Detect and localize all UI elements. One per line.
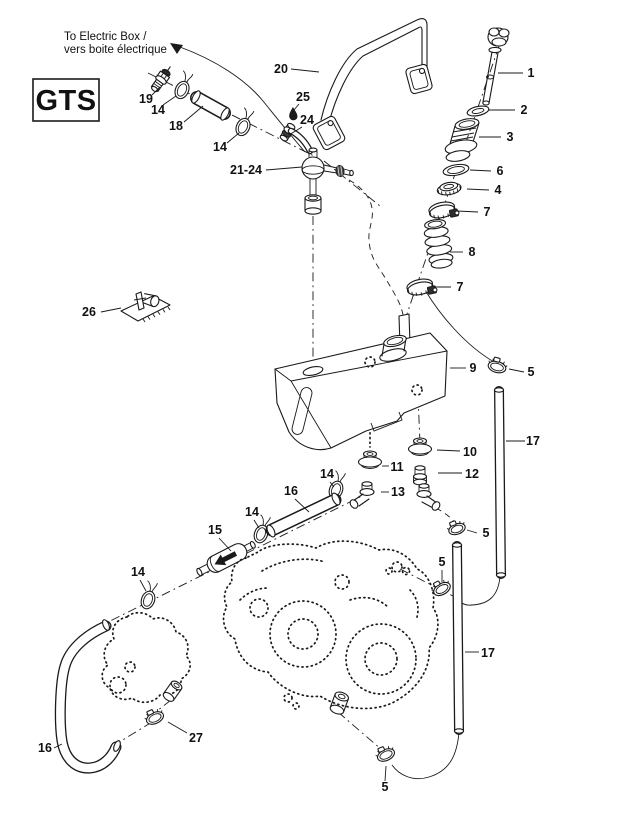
callout-15: 15 [208,523,222,537]
grommet-11 [359,451,382,469]
grommet-10 [409,438,432,456]
callout-2: 2 [520,103,528,117]
hose-16a [265,492,341,538]
callout-19: 19 [139,92,153,106]
dipstick-1 [483,28,509,105]
hose-17a [494,388,505,577]
callout-17a: 17 [526,434,540,448]
callout-13: 13 [391,485,405,499]
lubricant-drop-25 [289,107,297,120]
callout-8: 8 [468,245,476,259]
electric-box-note [64,31,167,56]
hose-17b [452,543,463,733]
callout-14a: 14 [151,103,165,117]
ear-clamp-27 [143,706,166,727]
filler-neck-3 [444,117,480,163]
callout-16b: 16 [38,741,52,755]
hose-clamp-7a [428,199,460,221]
callout-18: 18 [169,119,183,133]
callout-21-24: 21-24 [230,163,262,177]
callout-5d: 5 [482,526,490,540]
callout-12: 12 [465,467,479,481]
hose-18 [190,90,231,122]
callout-1: 1 [527,66,535,80]
callout-16a: 16 [284,484,298,498]
bellows-8 [422,218,454,270]
callout-24: 24 [300,113,314,127]
callout-27: 27 [189,731,203,745]
callout-6: 6 [496,164,504,178]
engine-nipple [329,690,350,715]
callout-25: 25 [296,90,310,104]
pump-nipple [162,679,184,703]
retainer-clip-26 [121,292,170,322]
callout-14c: 14 [320,467,334,481]
hose-clamp-7b [406,276,438,298]
sensor-part-19 [149,63,175,94]
oil-tank-9 [275,314,447,450]
callout-20: 20 [274,62,288,76]
callout-11: 11 [390,460,404,474]
callout-14b: 14 [213,140,227,154]
ear-clamp-5-tank [446,518,468,537]
model-badge-label: GTS [35,85,97,117]
elbow-fitting-13 [349,482,374,510]
ear-clamp-5b [429,576,453,598]
model-badge [33,79,99,121]
engine-block-outline [224,541,438,709]
callout-17b: 17 [481,646,495,660]
callout-10: 10 [463,445,477,459]
elbow-fitting-right [417,484,441,512]
ring-6 [442,163,469,178]
inline-filter-15 [194,536,259,580]
oil-pump-outline [102,613,190,703]
callout-7b: 7 [456,280,464,294]
spring-clamp-14b [233,107,257,138]
note-line-1: To Electric Box / [64,31,147,43]
fitting-12 [414,466,427,485]
spring-clamp-14e [138,580,160,611]
callout-14d: 14 [245,505,259,519]
callout-4: 4 [494,183,502,197]
arrow-head [170,43,183,54]
callout-14e: 14 [131,565,145,579]
callout-5a: 5 [527,365,535,379]
gasket-2 [466,104,489,117]
callout-5b: 5 [438,555,446,569]
callout-3: 3 [506,130,514,144]
ear-clamp-5a [486,356,508,375]
callout-9: 9 [469,361,477,375]
note-line-2: vers boite électrique [64,44,167,56]
callout-5c: 5 [381,780,389,794]
nut-4 [436,180,462,197]
callout-26: 26 [82,305,96,319]
support-bracket [312,19,433,151]
callout-7a: 7 [483,205,491,219]
